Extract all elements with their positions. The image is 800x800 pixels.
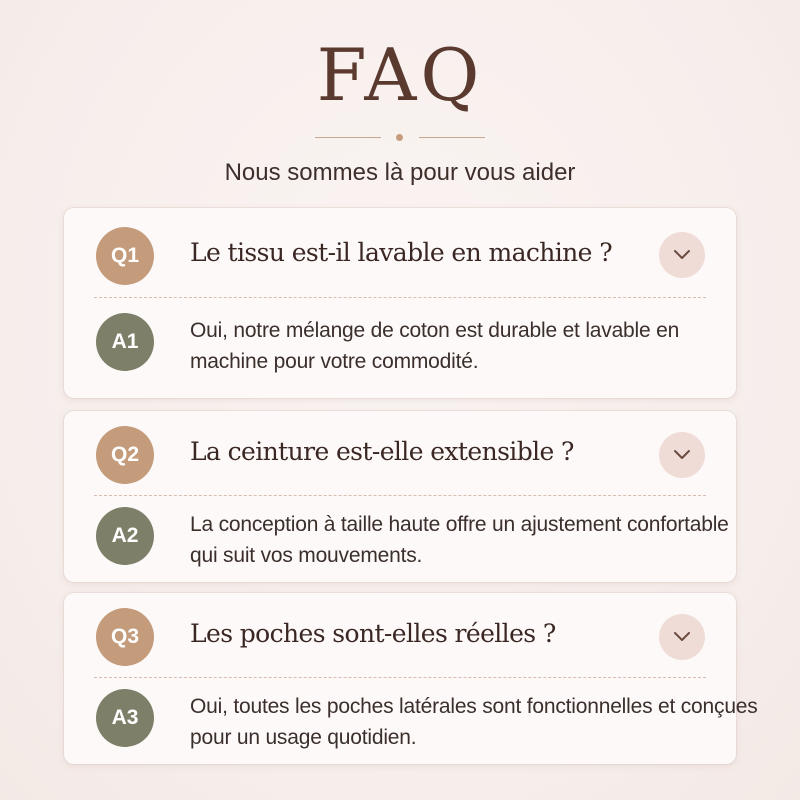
page-title: FAQ — [316, 33, 484, 117]
divider-line-left — [315, 137, 381, 138]
question-text-2[interactable]: La ceinture est-elle extensible ? — [190, 437, 574, 466]
card-separator-2 — [94, 495, 706, 496]
chevron-down-icon — [673, 630, 691, 644]
chevron-down-icon — [673, 248, 691, 262]
faq-card-3 — [64, 593, 758, 764]
question-badge-2: Q2 — [96, 426, 154, 484]
answer-badge-3: A3 — [96, 689, 154, 747]
answer-text-1: Oui, notre mélange de coton est durable et lavable en machine pour votre commodité. — [190, 319, 680, 373]
answer-badge-1: A1 — [96, 313, 154, 371]
divider-dot — [396, 134, 403, 141]
answer-text-3: Oui, toutes les poches latérales sont fonctionnelles et conçues pour un usage quotidien. — [190, 695, 758, 749]
card-separator-1 — [94, 297, 706, 298]
page-subtitle: Nous sommes là pour vous aider — [224, 159, 576, 186]
divider-line-right — [419, 137, 485, 138]
card-separator-3 — [94, 677, 706, 678]
toggle-button-3[interactable] — [659, 614, 705, 660]
question-text-3[interactable]: Les poches sont-elles réelles ? — [190, 619, 556, 648]
answer-badge-2: A2 — [96, 507, 154, 565]
faq-card-2 — [64, 411, 736, 582]
toggle-button-1[interactable] — [659, 232, 705, 278]
question-badge-3: Q3 — [96, 608, 154, 666]
faq-card-1 — [64, 208, 736, 398]
question-text-1[interactable]: Le tissu est-il lavable en machine ? — [190, 238, 613, 267]
toggle-button-2[interactable] — [659, 432, 705, 478]
title-divider — [315, 132, 485, 144]
answer-text-2: La conception à taille haute offre un ajustement confortable qui suit vos mouvements. — [190, 513, 729, 567]
question-badge-1: Q1 — [96, 227, 154, 285]
chevron-down-icon — [673, 448, 691, 462]
